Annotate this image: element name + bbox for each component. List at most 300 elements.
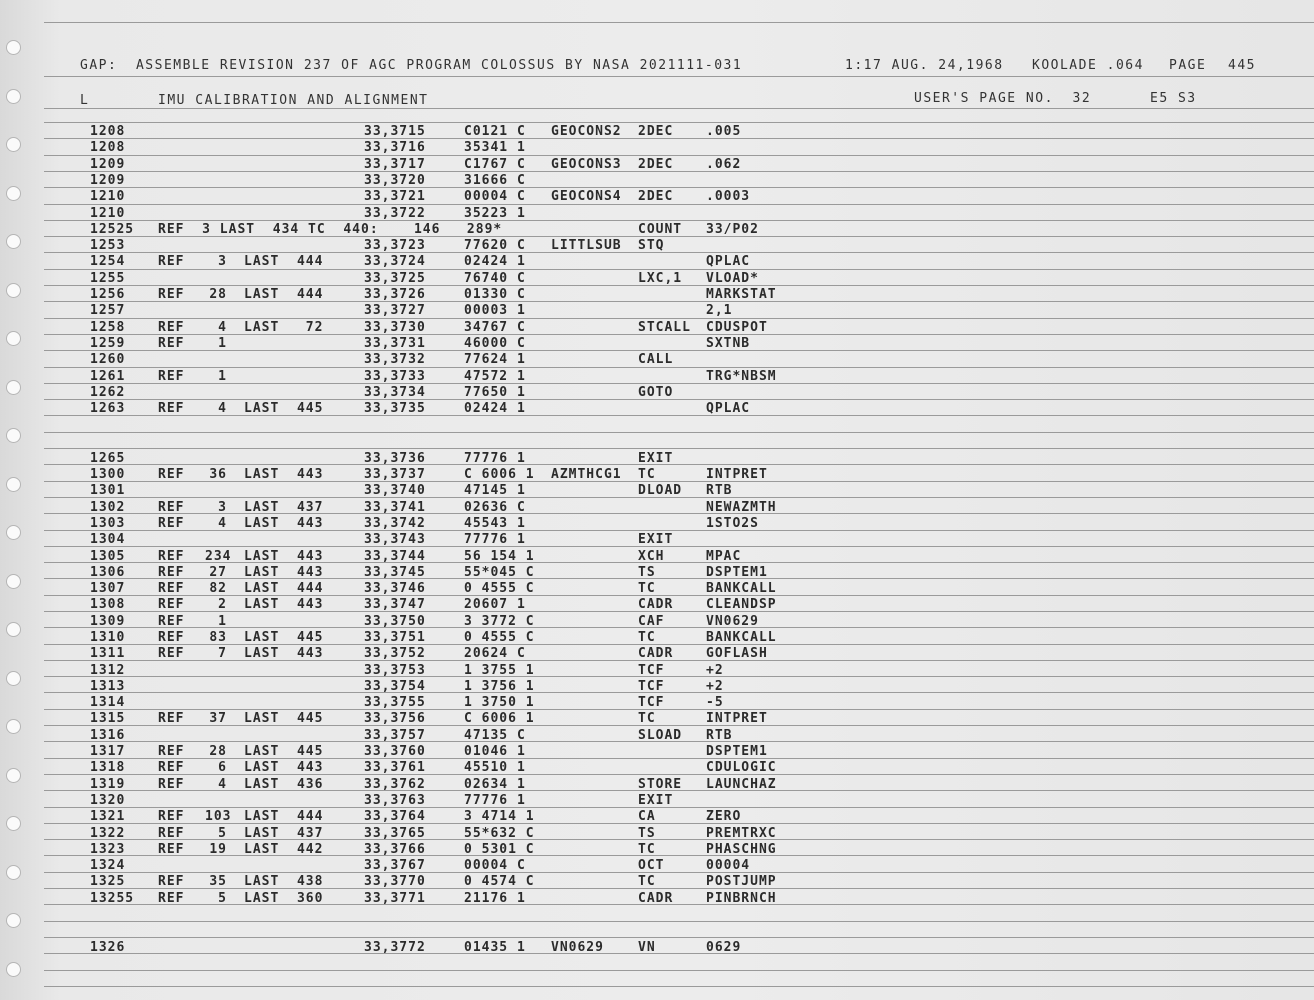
ref-label: REF — [158, 744, 185, 759]
feed-hole — [6, 719, 21, 734]
rule-line — [44, 171, 1314, 172]
line-number: 1314 — [90, 695, 126, 710]
operand: SXTNB — [706, 336, 751, 351]
rule-line — [44, 399, 1314, 400]
last-ref: LAST 443 — [244, 646, 324, 661]
address: 33,3737 — [364, 467, 426, 482]
line-number: 1265 — [90, 451, 126, 466]
opcode: LXC,1 — [638, 271, 683, 286]
ref-label: REF — [158, 336, 185, 351]
rule-line — [44, 187, 1314, 188]
octal-value: 21176 1 — [464, 891, 526, 906]
line-number: 1304 — [90, 532, 126, 547]
opcode: 2DEC — [638, 157, 674, 172]
rule-line — [44, 448, 1314, 449]
address: 33,3751 — [364, 630, 426, 645]
operand: PHASCHNG — [706, 842, 777, 857]
address: 33,3750 — [364, 614, 426, 629]
symbol-label: LITTLSUB — [551, 238, 622, 253]
octal-value: 0 4555 C — [464, 581, 535, 596]
octal-value: 47145 1 — [464, 483, 526, 498]
line-number: 1257 — [90, 303, 126, 318]
opcode: CAF — [638, 614, 665, 629]
feed-hole — [6, 768, 21, 783]
line-number: 12525 — [90, 222, 135, 237]
ref-count: 19 — [209, 842, 227, 857]
address: 33,3723 — [364, 238, 426, 253]
ref-count: 37 — [209, 711, 227, 726]
address: 33,3742 — [364, 516, 426, 531]
address: 33,3763 — [364, 793, 426, 808]
opcode: STQ — [638, 238, 665, 253]
opcode: TC — [638, 874, 656, 889]
koolade-version: KOOLADE .064 — [1032, 58, 1144, 73]
rule-line — [44, 252, 1314, 253]
address: 33,3746 — [364, 581, 426, 596]
address: 33,3767 — [364, 858, 426, 873]
rule-line — [44, 692, 1314, 693]
line-number: 1324 — [90, 858, 126, 873]
line-number: 1301 — [90, 483, 126, 498]
feed-hole — [6, 622, 21, 637]
octal-value: 45510 1 — [464, 760, 526, 775]
ref-label: REF — [158, 581, 185, 596]
line-number: 1303 — [90, 516, 126, 531]
ref-label: REF — [158, 467, 185, 482]
opcode: TCF — [638, 679, 665, 694]
operand: RTB — [706, 728, 733, 743]
address: 33,3720 — [364, 173, 426, 188]
line-number: 1309 — [90, 614, 126, 629]
ref-count: 3 — [218, 254, 227, 269]
ref-label: REF — [158, 760, 185, 775]
ref-count: 82 — [209, 581, 227, 596]
operand: PINBRNCH — [706, 891, 777, 906]
operand: INTPRET — [706, 711, 768, 726]
opcode: TS — [638, 565, 656, 580]
ref-label: REF — [158, 401, 185, 416]
octal-value: 3 3772 C — [464, 614, 535, 629]
last-ref: LAST 444 — [244, 809, 324, 824]
opcode: TS — [638, 826, 656, 841]
ref-label: REF — [158, 549, 185, 564]
address: 33,3745 — [364, 565, 426, 580]
rule-line — [44, 513, 1314, 514]
last-ref: LAST 442 — [244, 842, 324, 857]
feed-hole — [6, 525, 21, 540]
line-number: 1317 — [90, 744, 126, 759]
address: 33,3736 — [364, 451, 426, 466]
address: 33,3726 — [364, 287, 426, 302]
octal-value: 00004 C — [464, 858, 526, 873]
address: 33,3740 — [364, 483, 426, 498]
operand: BANKCALL — [706, 630, 777, 645]
operand: VLOAD* — [706, 271, 759, 286]
operand: CLEANDSP — [706, 597, 777, 612]
last-ref: LAST 444 — [244, 254, 324, 269]
address: 33,3716 — [364, 140, 426, 155]
opcode: COUNT — [638, 222, 683, 237]
rule-line — [44, 204, 1314, 205]
operand: ZERO — [706, 809, 742, 824]
line-number: 1306 — [90, 565, 126, 580]
feed-hole — [6, 186, 21, 201]
line-number: 1210 — [90, 189, 126, 204]
ref-count: 28 — [209, 287, 227, 302]
ref-label: REF — [158, 842, 185, 857]
octal-value: 02424 1 — [464, 401, 526, 416]
rule-line — [44, 481, 1314, 482]
address: 33,3770 — [364, 874, 426, 889]
line-number: 1258 — [90, 320, 126, 335]
address: 33,3731 — [364, 336, 426, 351]
ref-count: 1 — [218, 336, 227, 351]
octal-value: 56 154 1 — [464, 549, 535, 564]
symbol-label: GEOCONS2 — [551, 124, 622, 139]
ref-label: REF 3 LAST 434 TC 440: 146 289* — [158, 222, 503, 237]
line-number: 1256 — [90, 287, 126, 302]
line-number: 1254 — [90, 254, 126, 269]
opcode: VN — [638, 940, 656, 955]
operand: +2 — [706, 679, 724, 694]
feed-hole — [6, 816, 21, 831]
rule-line — [44, 888, 1314, 889]
opcode: EXIT — [638, 532, 674, 547]
rule-line — [44, 855, 1314, 856]
octal-value: 76740 C — [464, 271, 526, 286]
octal-value: 46000 C — [464, 336, 526, 351]
line-number: 1320 — [90, 793, 126, 808]
line-number: 1209 — [90, 173, 126, 188]
operand: QPLAC — [706, 401, 751, 416]
symbol-label: GEOCONS3 — [551, 157, 622, 172]
line-number: 13255 — [90, 891, 135, 906]
rule-line — [44, 530, 1314, 531]
line-number: 1307 — [90, 581, 126, 596]
users-page-number: USER'S PAGE NO. 32 — [914, 91, 1092, 106]
last-ref: LAST 443 — [244, 597, 324, 612]
last-ref: LAST 437 — [244, 826, 324, 841]
ref-label: REF — [158, 597, 185, 612]
octal-value: 77776 1 — [464, 451, 526, 466]
address: 33,3741 — [364, 500, 426, 515]
opcode: TC — [638, 581, 656, 596]
address: 33,3725 — [364, 271, 426, 286]
line-number: 1325 — [90, 874, 126, 889]
opcode: CADR — [638, 891, 674, 906]
rule-line — [44, 155, 1314, 156]
address: 33,3715 — [364, 124, 426, 139]
octal-value: 01046 1 — [464, 744, 526, 759]
last-ref: LAST 438 — [244, 874, 324, 889]
ref-label: REF — [158, 809, 185, 824]
rule-line — [44, 807, 1314, 808]
address: 33,3722 — [364, 206, 426, 221]
feed-hole — [6, 428, 21, 443]
last-ref: LAST 436 — [244, 777, 324, 792]
line-number: 1263 — [90, 401, 126, 416]
last-ref: LAST 445 — [244, 401, 324, 416]
ref-count: 5 — [218, 891, 227, 906]
octal-value: C1767 C — [464, 157, 526, 172]
opcode: 2DEC — [638, 189, 674, 204]
ref-label: REF — [158, 287, 185, 302]
rule-line — [44, 970, 1314, 971]
line-number: 1300 — [90, 467, 126, 482]
address: 33,3747 — [364, 597, 426, 612]
operand: QPLAC — [706, 254, 751, 269]
octal-value: 3 4714 1 — [464, 809, 535, 824]
opcode: CADR — [638, 646, 674, 661]
ref-count: 83 — [209, 630, 227, 645]
feed-hole — [6, 865, 21, 880]
octal-value: 31666 C — [464, 173, 526, 188]
address: 33,3717 — [364, 157, 426, 172]
feed-hole — [6, 234, 21, 249]
timestamp: 1:17 AUG. 24,1968 — [845, 58, 1004, 73]
last-ref: LAST 72 — [244, 320, 324, 335]
address: 33,3743 — [364, 532, 426, 547]
ref-count: 103 — [205, 809, 232, 824]
rule-line — [44, 464, 1314, 465]
opcode: SLOAD — [638, 728, 683, 743]
line-number: 1321 — [90, 809, 126, 824]
line-number: 1253 — [90, 238, 126, 253]
rule-line — [44, 350, 1314, 351]
ref-label: REF — [158, 630, 185, 645]
ref-label: REF — [158, 369, 185, 384]
rule-line — [44, 660, 1314, 661]
opcode: STCALL — [638, 320, 691, 335]
operand: 2,1 — [706, 303, 733, 318]
ref-count: 4 — [218, 320, 227, 335]
address: 33,3757 — [364, 728, 426, 743]
line-number: 1310 — [90, 630, 126, 645]
opcode: EXIT — [638, 793, 674, 808]
octal-value: 01330 C — [464, 287, 526, 302]
octal-value: 77620 C — [464, 238, 526, 253]
page-code: E5 S3 — [1150, 91, 1197, 106]
octal-value: 77624 1 — [464, 352, 526, 367]
operand: 0629 — [706, 940, 742, 955]
rule-line — [44, 383, 1314, 384]
rule-line — [44, 122, 1314, 123]
symbol-label: VN0629 — [551, 940, 604, 955]
rule-line — [44, 986, 1314, 987]
operand: DSPTEM1 — [706, 744, 768, 759]
rule-line — [44, 758, 1314, 759]
feed-hole — [6, 137, 21, 152]
rule-line — [44, 432, 1314, 433]
line-number: 1326 — [90, 940, 126, 955]
ref-label: REF — [158, 874, 185, 889]
ref-label: REF — [158, 254, 185, 269]
rule-line — [44, 578, 1314, 579]
rule-line — [44, 823, 1314, 824]
octal-value: 0 5301 C — [464, 842, 535, 857]
octal-value: 1 3750 1 — [464, 695, 535, 710]
rule-line — [44, 22, 1314, 23]
octal-value: 02424 1 — [464, 254, 526, 269]
rule-line — [44, 562, 1314, 563]
octal-value: 02634 1 — [464, 777, 526, 792]
operand: 1STO2S — [706, 516, 759, 531]
feed-hole — [6, 671, 21, 686]
opcode: CALL — [638, 352, 674, 367]
ref-count: 5 — [218, 826, 227, 841]
operand: VN0629 — [706, 614, 759, 629]
octal-value: 77776 1 — [464, 532, 526, 547]
address: 33,3734 — [364, 385, 426, 400]
opcode: TCF — [638, 663, 665, 678]
rule-line — [44, 774, 1314, 775]
operand: GOFLASH — [706, 646, 768, 661]
address: 33,3732 — [364, 352, 426, 367]
line-number: 1208 — [90, 140, 126, 155]
address: 33,3762 — [364, 777, 426, 792]
octal-value: 55*632 C — [464, 826, 535, 841]
section-title: IMU CALIBRATION AND ALIGNMENT — [158, 93, 429, 108]
address: 33,3727 — [364, 303, 426, 318]
ref-label: REF — [158, 565, 185, 580]
octal-value: 00004 C — [464, 189, 526, 204]
line-number: 1255 — [90, 271, 126, 286]
operand: DSPTEM1 — [706, 565, 768, 580]
opcode: CA — [638, 809, 656, 824]
address: 33,3760 — [364, 744, 426, 759]
address: 33,3765 — [364, 826, 426, 841]
line-number: 1305 — [90, 549, 126, 564]
line-number: 1312 — [90, 663, 126, 678]
octal-value: 47572 1 — [464, 369, 526, 384]
line-number: 1209 — [90, 157, 126, 172]
line-number: 1315 — [90, 711, 126, 726]
section-marker: L — [80, 93, 90, 108]
ref-count: 1 — [218, 369, 227, 384]
last-ref: LAST 444 — [244, 287, 324, 302]
opcode: TC — [638, 630, 656, 645]
last-ref: LAST 445 — [244, 744, 324, 759]
operand: MPAC — [706, 549, 742, 564]
last-ref: LAST 444 — [244, 581, 324, 596]
ref-count: 35 — [209, 874, 227, 889]
ref-label: REF — [158, 826, 185, 841]
operand: 33/P02 — [706, 222, 759, 237]
ref-count: 27 — [209, 565, 227, 580]
octal-value: C 6006 1 — [464, 467, 535, 482]
octal-value: 0 4574 C — [464, 874, 535, 889]
page-label: PAGE — [1169, 58, 1207, 73]
address: 33,3771 — [364, 891, 426, 906]
ref-count: 36 — [209, 467, 227, 482]
line-number: 1313 — [90, 679, 126, 694]
opcode: 2DEC — [638, 124, 674, 139]
rule-line — [44, 937, 1314, 938]
operand: POSTJUMP — [706, 874, 777, 889]
ref-label: REF — [158, 320, 185, 335]
symbol-label: AZMTHCG1 — [551, 467, 622, 482]
operand: .062 — [706, 157, 742, 172]
octal-value: 34767 C — [464, 320, 526, 335]
ref-label: REF — [158, 500, 185, 515]
rule-line — [44, 627, 1314, 628]
octal-value: 77650 1 — [464, 385, 526, 400]
octal-value: 02636 C — [464, 500, 526, 515]
address: 33,3764 — [364, 809, 426, 824]
feed-hole — [6, 574, 21, 589]
octal-value: 01435 1 — [464, 940, 526, 955]
address: 33,3753 — [364, 663, 426, 678]
address: 33,3754 — [364, 679, 426, 694]
operand: MARKSTAT — [706, 287, 777, 302]
octal-value: 20624 C — [464, 646, 526, 661]
assembly-title: GAP: ASSEMBLE REVISION 237 OF AGC PROGRAM COLOSSUS BY NASA 2021111-031 — [80, 58, 743, 73]
feed-hole — [6, 477, 21, 492]
line-number: 1259 — [90, 336, 126, 351]
octal-value: C 6006 1 — [464, 711, 535, 726]
rule-line — [44, 872, 1314, 873]
ref-count: 28 — [209, 744, 227, 759]
feed-hole — [6, 913, 21, 928]
feed-hole — [6, 380, 21, 395]
opcode: STORE — [638, 777, 683, 792]
ref-label: REF — [158, 777, 185, 792]
operand: BANKCALL — [706, 581, 777, 596]
last-ref: LAST 437 — [244, 500, 324, 515]
address: 33,3752 — [364, 646, 426, 661]
rule-line — [44, 839, 1314, 840]
opcode: CADR — [638, 597, 674, 612]
feed-hole — [6, 283, 21, 298]
octal-value: 47135 C — [464, 728, 526, 743]
rule-line — [44, 953, 1314, 954]
opcode: XCH — [638, 549, 665, 564]
ref-count: 6 — [218, 760, 227, 775]
address: 33,3721 — [364, 189, 426, 204]
operand: NEWAZMTH — [706, 500, 777, 515]
ref-count: 2 — [218, 597, 227, 612]
last-ref: LAST 445 — [244, 630, 324, 645]
address: 33,3761 — [364, 760, 426, 775]
address: 33,3766 — [364, 842, 426, 857]
octal-value: 1 3755 1 — [464, 663, 535, 678]
line-number: 1262 — [90, 385, 126, 400]
ref-count: 4 — [218, 401, 227, 416]
operand: +2 — [706, 663, 724, 678]
line-number: 1261 — [90, 369, 126, 384]
operand: -5 — [706, 695, 724, 710]
address: 33,3772 — [364, 940, 426, 955]
opcode: GOTO — [638, 385, 674, 400]
ref-count: 234 — [205, 549, 232, 564]
octal-value: 45543 1 — [464, 516, 526, 531]
address: 33,3730 — [364, 320, 426, 335]
feed-hole — [6, 962, 21, 977]
ref-label: REF — [158, 516, 185, 531]
opcode: DLOAD — [638, 483, 683, 498]
rule-line — [44, 904, 1314, 905]
rule-line — [44, 76, 1314, 77]
line-number: 1318 — [90, 760, 126, 775]
ref-count: 1 — [218, 614, 227, 629]
ref-label: REF — [158, 711, 185, 726]
rule-line — [44, 546, 1314, 547]
octal-value: 00003 1 — [464, 303, 526, 318]
line-number: 1208 — [90, 124, 126, 139]
line-number: 1210 — [90, 206, 126, 221]
ref-label: REF — [158, 614, 185, 629]
last-ref: LAST 443 — [244, 565, 324, 580]
